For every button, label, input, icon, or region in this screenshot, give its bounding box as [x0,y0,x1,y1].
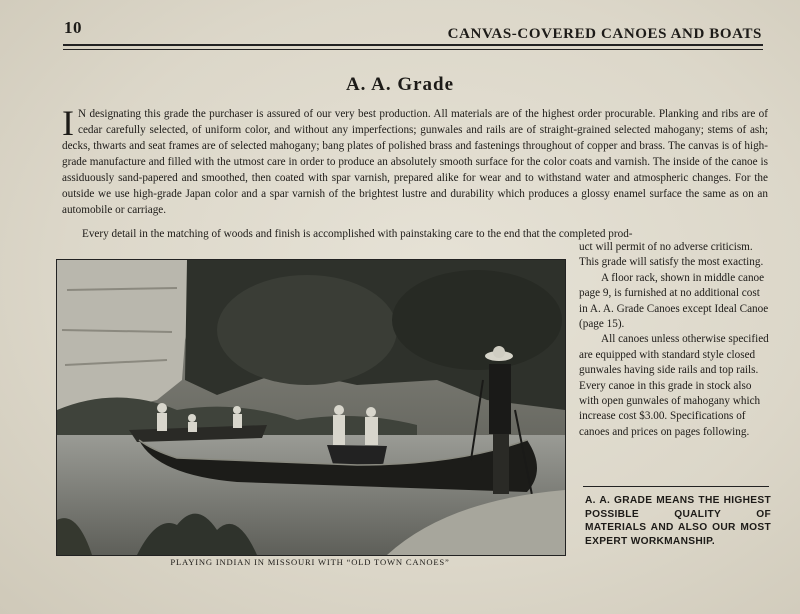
intro-text: N designating this grade the purchaser is assured of our very best production. All materials are of the highest order procurable. Planking and ribs are of cedar carefully selected, of uniform color, and without any imperfections; gunwales and rails are of straight-grained selected mahogany; stems of ash; decks, thwarts and seat frames are of selected mahogany; bang plates of polished brass and fastenings throughout of copper and brass. The canvas is of high-grade manufacture and filled with the utmost care in order to produce an absolutely smooth surface for the color coats and varnish. The inside of the canoe is assiduously sand-papered and smoothed, then coated with spar varnish, prepared alike for wear and to withstand water and atmospheric changes. For the outside we use high-grade Japan color and a spar varnish of the brightest lustre and durability which produces a glossy enamel surface the same as on an automobile or carriage. [62,108,768,216]
floor-rack-paragraph: A floor rack, shown in middle canoe page 9, is furnished at no additional cost in A. A. Grade Canoes except Ideal Canoe (page 15). [579,271,769,331]
intro-paragraph [62,103,768,218]
page-number: 10 [64,18,82,37]
detail-paragraph: Every detail in the matching of woods and finish is accomplished with painstaking care to the end that the completed prod- [82,228,633,240]
grade-heading: A. A. Grade [345,74,455,95]
drop-cap: I [62,103,74,143]
section-title: CANVAS-COVERED CANOES AND BOATS [447,26,762,42]
quality-notice: A. A. GRADE MEANS THE HIGHEST POSSIBLE QUALITY OF MATERIALS AND ALSO OUR MOST EXPERT WORKMANSHIP. [585,495,771,547]
canoe-photograph [56,259,566,556]
photo-caption: PLAYING INDIAN IN MISSOURI WITH “OLD TOWN CANOES” [170,557,450,567]
gunwales-paragraph: All canoes unless otherwise specified are equipped with standard style closed gunwales having side rails and top rails. Every canoe in this grade in stock also with open gunwales of mahogany which increase cost $3.00. Specifications of canoes and prices on pages following. [579,333,769,438]
header-rule-thin [63,49,763,50]
header-rule-thick [63,44,763,46]
notice-rule [583,486,769,487]
canoe-photo-illustration [57,260,565,555]
side-column [579,240,769,440]
continuation-text: uct will permit of no adverse criticism. This grade will satisfy the most exacting. [579,241,764,269]
